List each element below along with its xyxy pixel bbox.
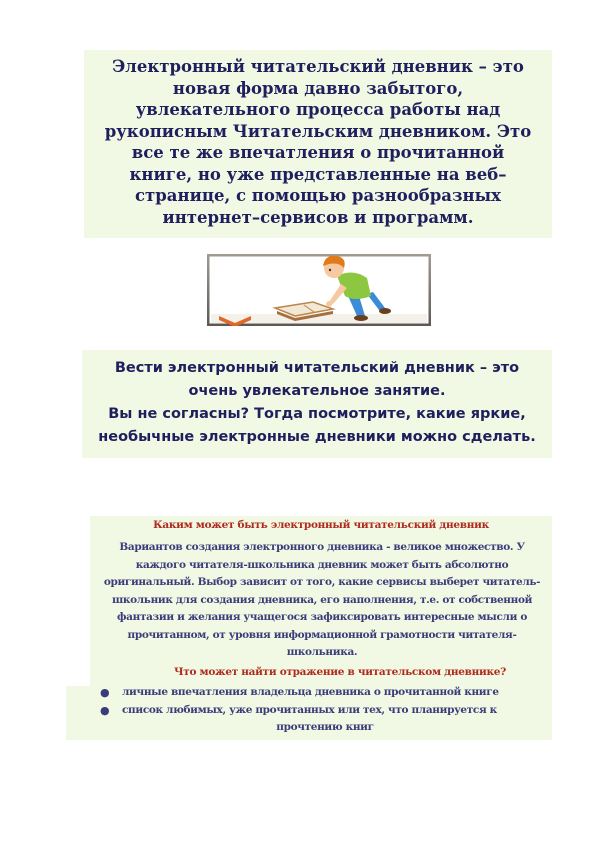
invite-line: очень увлекательное занятие. — [188, 383, 446, 399]
child-reading-book-icon — [207, 254, 431, 326]
invite-line: Вы не согласны? Тогда посмотрите, какие яркие, — [108, 406, 526, 422]
info-body — [96, 539, 548, 662]
list-item — [100, 684, 550, 702]
info-list — [100, 684, 550, 737]
bullet-dot-icon: ● — [100, 703, 110, 717]
info-panel-extension — [66, 686, 102, 740]
list-item — [100, 702, 550, 737]
list-item-text: список любимых, уже прочитанных или тех, что планируется к — [122, 703, 497, 716]
info-body-line: оригинальный. Выбор зависит от того, какие сервисы выберет читатель- — [103, 576, 541, 588]
info-body-line: фантазии и желания учащегося зафиксировать интересные мысли о — [117, 611, 527, 623]
invite-text — [82, 350, 552, 449]
info-subheading: Что может найти отражение в читательском дневнике? — [173, 666, 507, 678]
info-body-line: каждого читателя-школьника дневник может быть абсолютно — [135, 558, 509, 571]
bullet-dot-icon: ● — [100, 686, 110, 699]
info-heading: Каким может быть электронный читательский дневник — [153, 519, 489, 531]
info-body-line: школьника. — [286, 646, 358, 658]
invite-line: Вести электронный читательский дневник – это — [114, 360, 520, 376]
info-body-line: школьник для создания дневника, его наполнения, т.е. от собственной — [111, 593, 533, 606]
info-body-line: прочитанном, от уровня информационной грамотности читателя- — [127, 628, 517, 641]
invite-line: необычные электронные дневники можно сделать. — [98, 429, 536, 445]
list-item-text: личные впечатления владельца дневника о прочитанной книге — [122, 686, 499, 698]
illustration-frame — [207, 254, 431, 326]
info-body-line: Вариантов создания электронного дневника - великое множество. У — [119, 541, 525, 553]
invite-panel — [82, 350, 552, 458]
list-item-continuation: прочтению книг — [276, 721, 374, 733]
intro-text: Электронный читательский дневник – это новая форма давно забытого, увлекательного процесса работы над рукописным Читательским дневником. Это все те же впечатления о прочитанной книге, но уже представленные на веб–странице, с помощью разнообразных интернет–сервисов и программ. — [104, 57, 532, 227]
intro-panel — [84, 50, 552, 238]
